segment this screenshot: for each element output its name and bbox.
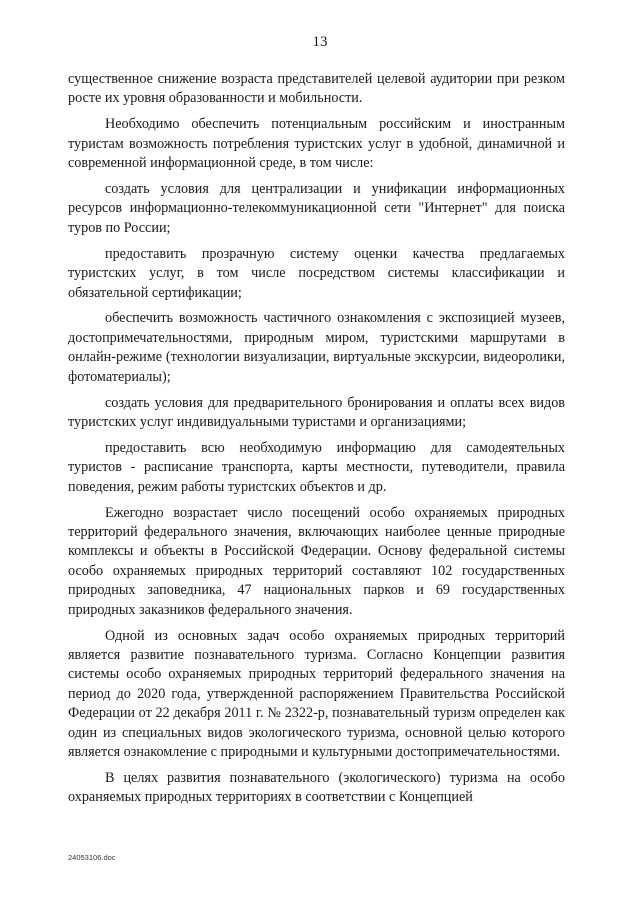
- paragraph-continuation: существенное снижение возраста представителей целевой аудитории при резком росте их уровня образованности и мобильности.: [68, 71, 565, 107]
- footer-doc-code: 24053106.doc: [68, 853, 116, 862]
- paragraph: Ежегодно возрастает число посещений особо охраняемых природных территорий федерального значения, включающих наиболее ценные природные комплексы и объекты в Российской Федерации. Основу федеральной системы особо охраняемых природных территорий составляют 102 государственных природных заповедника, 47 национальных парков и 69 государственных природных заказников федерального значения.: [68, 504, 565, 618]
- paragraph-list-item: предоставить прозрачную систему оценки качества предлагаемых туристских услуг, в том числе посредством системы классификации и обязательной сертификации;: [68, 245, 565, 301]
- paragraph-list-item: предоставить всю необходимую информацию для самодеятельных туристов - расписание транспорта, карты местности, путеводители, правила поведения, режим работы туристских объектов и др.: [68, 439, 565, 495]
- paragraph-list-item: создать условия для централизации и унификации информационных ресурсов информационно-телекоммуникационной сети "Интернет" для поиска туров по России;: [68, 181, 565, 236]
- paragraph-list-item: создать условия для предварительного бронирования и оплаты всех видов туристских услуг индивидуальными туристами и организациями;: [68, 394, 565, 430]
- paragraph: В целях развития познавательного (экологического) туризма на особо охраняемых природных территориях в соответствии с Концепцией: [68, 769, 565, 806]
- paragraph-list-item: обеспечить возможность частичного ознакомления с экспозицией музеев, достопримечательностями, природным миром, туристскими маршрутами в онлайн-режиме (технологии визуализации, виртуальные экскурсии, видеоролики, фотоматериалы);: [68, 310, 565, 385]
- document-body: [68, 70, 565, 814]
- paragraph: Одной из основных задач особо охраняемых природных территорий является развитие познавательного туризма. Согласно Концепции развития системы особо охраняемых природных территорий федерального значения на период до 2020 года, утвержденной распоряжением Правительства Российской Федерации от 22 декабря 2011 г. № 2322-р, познавательный туризм определен как один из специальных видов экологического туризма, основной целью которого является ознакомление с природными и культурными достопримечательностями.: [68, 627, 565, 760]
- page-number: 13: [312, 34, 328, 50]
- paragraph: Необходимо обеспечить потенциальным российским и иностранным туристам возможность потребления туристских услуг в удобной, динамичной и современной информационной среде, в том числе:: [68, 116, 565, 172]
